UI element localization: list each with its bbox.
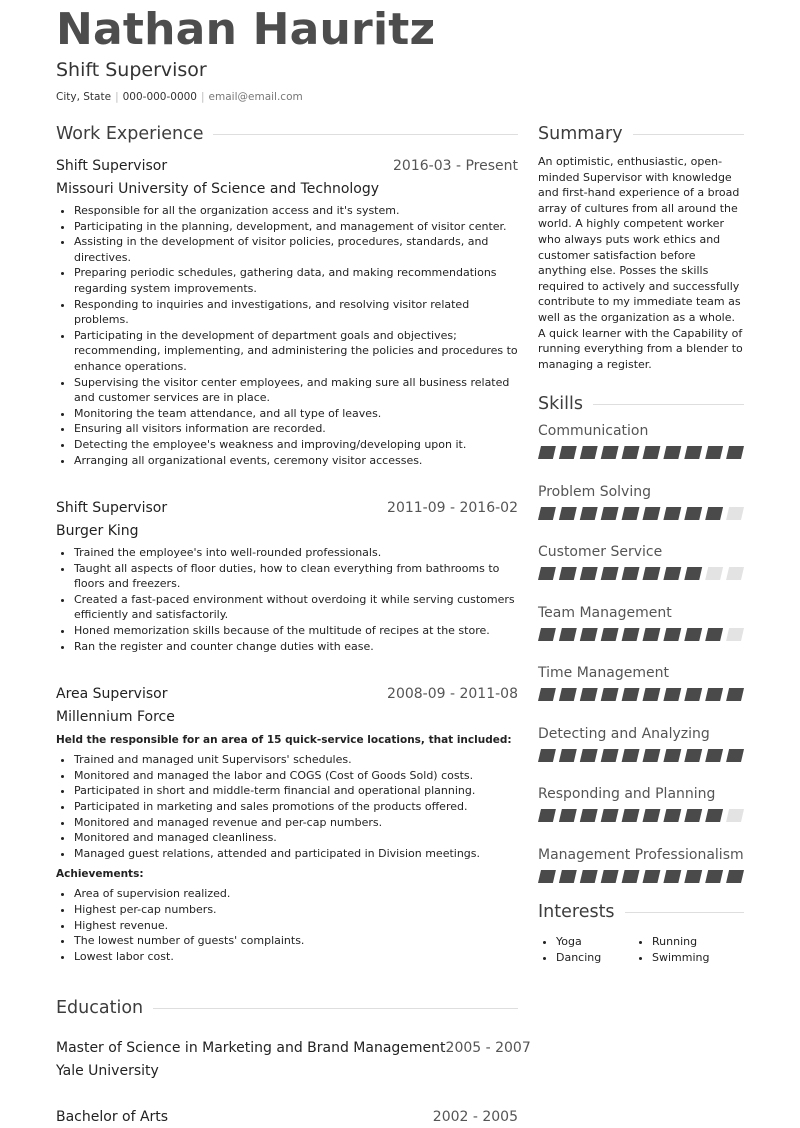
skill-name: Problem Solving: [538, 483, 651, 500]
rating-segment-filled: [601, 567, 619, 580]
rating-segment-filled: [663, 870, 681, 883]
job-bullets: [56, 545, 518, 654]
section-divider: [213, 134, 518, 135]
list-item: • Running: [652, 934, 730, 950]
job-header: [56, 684, 518, 704]
achievements-label: Achievements:: [56, 868, 144, 881]
list-item: • Area of supervision realized.: [74, 886, 518, 902]
rating-segment-filled: [622, 507, 640, 520]
list-item: • Monitoring the team attendance, and all type of leaves.: [74, 406, 518, 422]
list-item: • The lowest number of guests' complaints.: [74, 933, 518, 949]
candidate-name: Nathan Hauritz: [56, 4, 436, 55]
skills-heading: [538, 392, 744, 416]
education-entry: [56, 1107, 518, 1127]
skill-name: Time Management: [538, 665, 669, 682]
rating-segment-filled: [601, 870, 619, 883]
job-entry: [56, 498, 518, 654]
rating-segment-filled: [601, 446, 619, 459]
rating-segment-filled: [643, 567, 661, 580]
list-item: • Honed memorization skills because of the multitude of recipes at the store.: [74, 623, 518, 639]
list-item: • Responsible for all the organization access and it's system.: [74, 203, 518, 219]
job-company: Burger King: [56, 523, 139, 540]
skill-item: [538, 418, 744, 479]
section-title: Education: [56, 998, 144, 1019]
skill-item: [538, 842, 744, 903]
rating-segment-filled: [663, 809, 681, 822]
section-divider: [633, 134, 744, 135]
rating-segment-filled: [559, 749, 577, 762]
rating-segment-filled: [559, 507, 577, 520]
rating-segment-filled: [684, 749, 702, 762]
list-item: • Assisting in the development of visitor policies, procedures, standards, and directives.: [74, 234, 518, 265]
rating-segment-filled: [684, 507, 702, 520]
list-item: • Responding to inquiries and investigations, and resolving visitor related problems.: [74, 297, 518, 328]
skill-rating-bar: [538, 507, 744, 520]
skill-rating-bar: [538, 749, 744, 762]
rating-segment-filled: [580, 446, 598, 459]
job-dates: 2011-09 - 2016-02: [387, 500, 518, 517]
skill-item: [538, 781, 744, 842]
list-item: • Ensuring all visitors information are recorded.: [74, 421, 518, 437]
list-item: • Detecting the employee's weakness and improving/developing upon it.: [74, 437, 518, 453]
rating-segment-filled: [580, 749, 598, 762]
list-item: • Yoga: [556, 934, 634, 950]
rating-segment-filled: [601, 809, 619, 822]
education-header: [56, 1038, 531, 1058]
skill-name: Responding and Planning: [538, 786, 716, 803]
skill-name: Customer Service: [538, 544, 663, 561]
list-item: • Lowest labor cost.: [74, 949, 518, 965]
email-link[interactable]: email@email.com: [208, 91, 303, 103]
job-dates: 2016-03 - Present: [393, 158, 518, 174]
section-title: Summary: [538, 124, 623, 144]
interests-heading: [538, 900, 744, 924]
rating-segment-filled: [538, 567, 556, 580]
job-dates: 2008-09 - 2011-08: [387, 686, 518, 703]
interests-column: [634, 934, 730, 966]
rating-segment-filled: [538, 749, 556, 762]
rating-segment-empty: [726, 567, 744, 580]
skill-rating-bar: [538, 567, 744, 580]
location: City, State: [56, 91, 112, 103]
job-entry: [56, 156, 518, 468]
job-company: Millennium Force: [56, 709, 175, 726]
degree: Bachelor of Arts: [56, 1109, 169, 1126]
skill-item: [538, 479, 744, 540]
skill-item: [538, 539, 744, 600]
rating-segment-filled: [538, 688, 556, 701]
list-item: • Participating in the planning, development, and management of visitor center.: [74, 219, 518, 235]
rating-segment-filled: [538, 870, 556, 883]
rating-segment-empty: [726, 628, 744, 641]
list-item: • Created a fast-paced environment without overdoing it while serving customers efficiently and satisfactorily.: [74, 592, 518, 623]
rating-segment-filled: [538, 446, 556, 459]
rating-segment-filled: [663, 567, 681, 580]
rating-segment-filled: [643, 507, 661, 520]
rating-segment-filled: [580, 628, 598, 641]
rating-segment-filled: [643, 870, 661, 883]
rating-segment-empty: [705, 567, 723, 580]
rating-segment-filled: [726, 870, 744, 883]
list-item: • Participated in short and middle-term financial and operational planning.: [74, 783, 518, 799]
left-column: [56, 122, 531, 1127]
rating-segment-filled: [559, 628, 577, 641]
rating-segment-filled: [622, 870, 640, 883]
section-title: Skills: [538, 394, 583, 415]
list-item: • Dancing: [556, 950, 634, 966]
list-item: • Highest per-cap numbers.: [74, 902, 518, 918]
rating-segment-filled: [726, 688, 744, 701]
rating-segment-filled: [601, 507, 619, 520]
rating-segment-filled: [663, 446, 681, 459]
separator: |: [115, 91, 119, 103]
rating-segment-filled: [622, 628, 640, 641]
rating-segment-filled: [559, 567, 577, 580]
list-item: • Swimming: [652, 950, 730, 966]
rating-segment-filled: [580, 688, 598, 701]
education-heading: [56, 996, 518, 1020]
job-entry: [56, 684, 518, 964]
list-item: • Monitored and managed cleanliness.: [74, 830, 518, 846]
job-bullets: [56, 203, 518, 468]
rating-segment-filled: [580, 567, 598, 580]
rating-segment-filled: [705, 507, 723, 520]
list-item: • Ran the register and counter change duties with ease.: [74, 639, 518, 655]
skill-item: [538, 660, 744, 721]
rating-segment-filled: [726, 446, 744, 459]
rating-segment-filled: [643, 446, 661, 459]
candidate-title: Shift Supervisor: [56, 59, 207, 81]
rating-segment-filled: [726, 749, 744, 762]
list-item: • Preparing periodic schedules, gathering data, and making recommendations regarding system improvements.: [74, 265, 518, 296]
rating-segment-filled: [538, 628, 556, 641]
separator: |: [201, 91, 205, 103]
rating-segment-filled: [622, 567, 640, 580]
work-experience-heading: [56, 122, 518, 146]
skill-name: Detecting and Analyzing: [538, 725, 710, 742]
skills-list: [538, 418, 744, 902]
section-divider: [593, 404, 744, 405]
list-item: • Highest revenue.: [74, 918, 518, 934]
rating-segment-filled: [663, 688, 681, 701]
rating-segment-filled: [705, 809, 723, 822]
job-company: Missouri University of Science and Technology: [56, 181, 380, 197]
skill-rating-bar: [538, 870, 744, 883]
rating-segment-filled: [622, 688, 640, 701]
skill-name: Team Management: [538, 604, 672, 621]
list-item: • Monitored and managed revenue and per-cap numbers.: [74, 815, 518, 831]
skill-rating-bar: [538, 446, 744, 459]
rating-segment-filled: [601, 749, 619, 762]
interests-column: [538, 934, 634, 966]
skill-rating-bar: [538, 809, 744, 822]
rating-segment-filled: [684, 870, 702, 883]
achievements-list: [56, 886, 518, 964]
job-header: [56, 156, 518, 176]
job-title: Area Supervisor: [56, 686, 168, 703]
summary-heading: [538, 122, 744, 146]
phone: 000-000-0000: [122, 91, 197, 103]
job-title: Shift Supervisor: [56, 500, 168, 517]
rating-segment-filled: [663, 507, 681, 520]
rating-segment-filled: [705, 628, 723, 641]
degree: Master of Science in Marketing and Brand Management: [56, 1040, 446, 1057]
contact-line: [56, 90, 303, 104]
rating-segment-filled: [684, 446, 702, 459]
list-item: • Supervising the visitor center employees, and making sure all business related and customer services are in place.: [74, 375, 518, 406]
rating-segment-filled: [580, 507, 598, 520]
rating-segment-filled: [643, 628, 661, 641]
rating-segment-empty: [726, 507, 744, 520]
skill-rating-bar: [538, 628, 744, 641]
list-item: • Taught all aspects of floor duties, how to clean everything from bathrooms to floors and freezers.: [74, 561, 518, 592]
summary-text: An optimistic, enthusiastic, open-minded Supervisor with knowledge and first-hand experience of a broad array of cultures from all around the world. A highly competent worker who always puts work ethics and customer satisfaction before anything else. Posses the skills required to actively and successfully contribute to my immediate team as well as the organization as a whole. A quick learner with the Capability of running everything from a blender to managing a register.: [538, 155, 743, 371]
rating-segment-filled: [622, 446, 640, 459]
rating-segment-filled: [705, 446, 723, 459]
rating-segment-filled: [622, 749, 640, 762]
rating-segment-filled: [663, 749, 681, 762]
section-title: Work Experience: [56, 124, 204, 144]
rating-segment-filled: [643, 749, 661, 762]
rating-segment-filled: [559, 688, 577, 701]
rating-segment-filled: [684, 688, 702, 701]
interests-list: [538, 934, 744, 966]
school: Yale University: [56, 1063, 159, 1080]
rating-segment-filled: [705, 749, 723, 762]
section-divider: [153, 1008, 518, 1009]
job-title: Shift Supervisor: [56, 158, 168, 174]
rating-segment-filled: [684, 809, 702, 822]
education-header: [56, 1107, 518, 1127]
skill-name: Communication: [538, 423, 649, 440]
rating-segment-filled: [601, 628, 619, 641]
list-item: • Trained and managed unit Supervisors' schedules.: [74, 752, 518, 768]
rating-segment-filled: [559, 870, 577, 883]
rating-segment-filled: [643, 688, 661, 701]
rating-segment-filled: [622, 809, 640, 822]
rating-segment-filled: [684, 628, 702, 641]
list-item: • Monitored and managed the labor and COGS (Cost of Goods Sold) costs.: [74, 768, 518, 784]
skill-name: Management Professionalism: [538, 846, 744, 863]
list-item: • Trained the employee's into well-rounded professionals.: [74, 545, 518, 561]
rating-segment-filled: [663, 628, 681, 641]
list-item: • Participating in the development of department goals and objectives; recommending, implementing, and administering the policies and procedures to enhance operations.: [74, 328, 518, 375]
rating-segment-filled: [559, 446, 577, 459]
rating-segment-filled: [580, 809, 598, 822]
rating-segment-empty: [726, 809, 744, 822]
job-header: [56, 498, 518, 518]
rating-segment-filled: [559, 809, 577, 822]
rating-segment-filled: [580, 870, 598, 883]
job-intro: Held the responsible for an area of 15 quick-service locations, that included:: [56, 734, 512, 747]
section-divider: [625, 912, 744, 913]
rating-segment-filled: [705, 688, 723, 701]
list-item: • Managed guest relations, attended and participated in Division meetings.: [74, 846, 518, 862]
education-dates: 2002 - 2005: [432, 1109, 518, 1126]
list-item: • Participated in marketing and sales promotions of the products offered.: [74, 799, 518, 815]
section-title: Interests: [538, 902, 615, 923]
rating-segment-filled: [601, 688, 619, 701]
rating-segment-filled: [684, 567, 702, 580]
skill-item: [538, 721, 744, 782]
skill-rating-bar: [538, 688, 744, 701]
job-bullets: [56, 752, 518, 861]
education-entry: [56, 1038, 531, 1081]
skill-item: [538, 600, 744, 661]
rating-segment-filled: [538, 507, 556, 520]
education-dates: 2005 - 2007: [445, 1040, 531, 1057]
rating-segment-filled: [643, 809, 661, 822]
rating-segment-filled: [705, 870, 723, 883]
right-column: [538, 122, 744, 966]
list-item: • Arranging all organizational events, ceremony visitor accesses.: [74, 453, 518, 469]
rating-segment-filled: [538, 809, 556, 822]
